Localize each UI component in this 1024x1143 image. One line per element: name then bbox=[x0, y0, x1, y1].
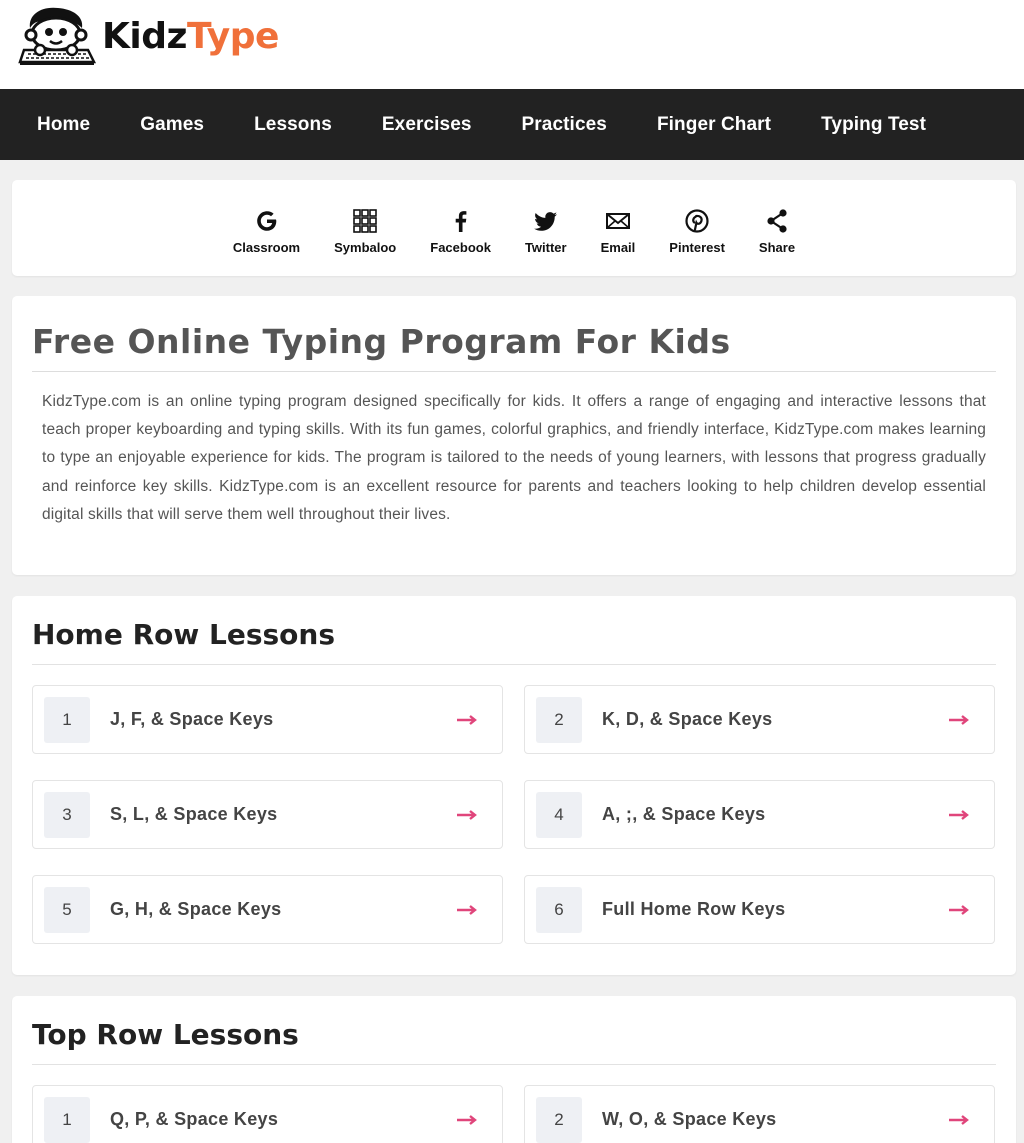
lesson-item[interactable] bbox=[32, 780, 503, 849]
arrow-right-icon bbox=[948, 714, 970, 726]
lesson-grid bbox=[32, 685, 996, 944]
share-label: Pinterest bbox=[669, 240, 725, 255]
site-header bbox=[0, 0, 1024, 89]
grid-icon bbox=[352, 208, 378, 234]
lesson-label: Full Home Row Keys bbox=[602, 899, 786, 919]
share-share-button[interactable] bbox=[759, 208, 795, 255]
share-twitter-button[interactable] bbox=[525, 208, 567, 255]
nav-finger-chart[interactable]: Finger Chart bbox=[656, 113, 772, 135]
lesson-item[interactable] bbox=[524, 1085, 995, 1143]
nav-practices[interactable]: Practices bbox=[521, 113, 607, 135]
arrow-right-icon bbox=[456, 1114, 478, 1126]
section-title: Top Row Lessons bbox=[32, 1018, 996, 1065]
lesson-item[interactable] bbox=[524, 875, 995, 944]
intro-section bbox=[12, 296, 1016, 575]
arrow-right-icon bbox=[948, 1114, 970, 1126]
lesson-item[interactable] bbox=[32, 1085, 503, 1143]
logo-word-kidz: Kidz bbox=[102, 16, 187, 57]
lesson-label: K, D, & Space Keys bbox=[602, 709, 773, 729]
lesson-grid bbox=[32, 1085, 996, 1143]
lesson-label: J, F, & Space Keys bbox=[110, 709, 274, 729]
share-label: Share bbox=[758, 240, 796, 255]
share-pinterest-button[interactable] bbox=[669, 208, 725, 255]
share-label: Twitter bbox=[524, 240, 567, 255]
arrow-right-icon bbox=[948, 809, 970, 821]
arrow-right-icon bbox=[456, 809, 478, 821]
intro-paragraph: KidzType.com is an online typing program designed specifically for kids. It offers a range of engaging and interactive lessons that teach proper keyboarding and typing skills. With its fun games, colorful graphics, and friendly interface, KidzType.com makes learning to type an enjoyable experience for kids. The program is tailored to the needs of young learners, with lessons that progress gradually and reinforce key skills. KidzType.com is an excellent resource for parents and teachers looking to help children develop essential digital skills that will serve them well throughout their lives. bbox=[42, 393, 986, 523]
lesson-label: W, O, & Space Keys bbox=[602, 1109, 777, 1129]
lesson-number: 5 bbox=[44, 887, 90, 933]
main-nav bbox=[0, 89, 1024, 160]
lesson-label: Q, P, & Space Keys bbox=[110, 1109, 279, 1129]
share-label: Symbaloo bbox=[334, 240, 397, 255]
lesson-label: G, H, & Space Keys bbox=[110, 899, 282, 919]
logo-wordmark bbox=[102, 15, 279, 55]
share-classroom-button[interactable] bbox=[233, 208, 300, 255]
facebook-icon bbox=[448, 208, 474, 234]
kid-typing-logo-icon bbox=[18, 4, 98, 66]
nav-home[interactable]: Home bbox=[37, 113, 91, 135]
share-icon bbox=[764, 208, 790, 234]
pinterest-icon bbox=[684, 208, 710, 234]
share-label: Email bbox=[600, 240, 636, 255]
lesson-number: 3 bbox=[44, 792, 90, 838]
share-label: Classroom bbox=[232, 240, 301, 255]
lesson-number: 1 bbox=[44, 697, 90, 743]
nav-exercises[interactable]: Exercises bbox=[381, 113, 472, 135]
lesson-number: 2 bbox=[536, 697, 582, 743]
section-title: Home Row Lessons bbox=[32, 618, 996, 665]
share-facebook-button[interactable] bbox=[430, 208, 491, 255]
nav-lessons[interactable]: Lessons bbox=[254, 113, 332, 135]
lesson-label: A, ;, & Space Keys bbox=[602, 804, 766, 824]
lesson-number: 2 bbox=[536, 1097, 582, 1143]
lesson-item[interactable] bbox=[32, 875, 503, 944]
logo-word-type: Type bbox=[186, 16, 279, 57]
share-label: Facebook bbox=[430, 240, 491, 255]
lesson-number: 6 bbox=[536, 887, 582, 933]
nav-typing-test[interactable]: Typing Test bbox=[821, 113, 927, 135]
home-row-lessons-section bbox=[12, 596, 1016, 975]
lesson-item[interactable] bbox=[32, 685, 503, 754]
share-symbaloo-button[interactable] bbox=[334, 208, 396, 255]
lesson-item[interactable] bbox=[524, 685, 995, 754]
share-email-button[interactable] bbox=[601, 208, 636, 255]
nav-games[interactable]: Games bbox=[140, 113, 205, 135]
arrow-right-icon bbox=[948, 904, 970, 916]
email-icon bbox=[605, 208, 631, 234]
site-logo[interactable] bbox=[18, 4, 279, 66]
lesson-number: 4 bbox=[536, 792, 582, 838]
arrow-right-icon bbox=[456, 714, 478, 726]
arrow-right-icon bbox=[456, 904, 478, 916]
lesson-label: S, L, & Space Keys bbox=[110, 804, 278, 824]
google-icon bbox=[254, 208, 280, 234]
twitter-icon bbox=[533, 208, 559, 234]
lesson-item[interactable] bbox=[524, 780, 995, 849]
page-title: Free Online Typing Program For Kids bbox=[32, 322, 996, 372]
top-row-lessons-section bbox=[12, 996, 1016, 1143]
share-bar bbox=[12, 180, 1016, 276]
lesson-number: 1 bbox=[44, 1097, 90, 1143]
